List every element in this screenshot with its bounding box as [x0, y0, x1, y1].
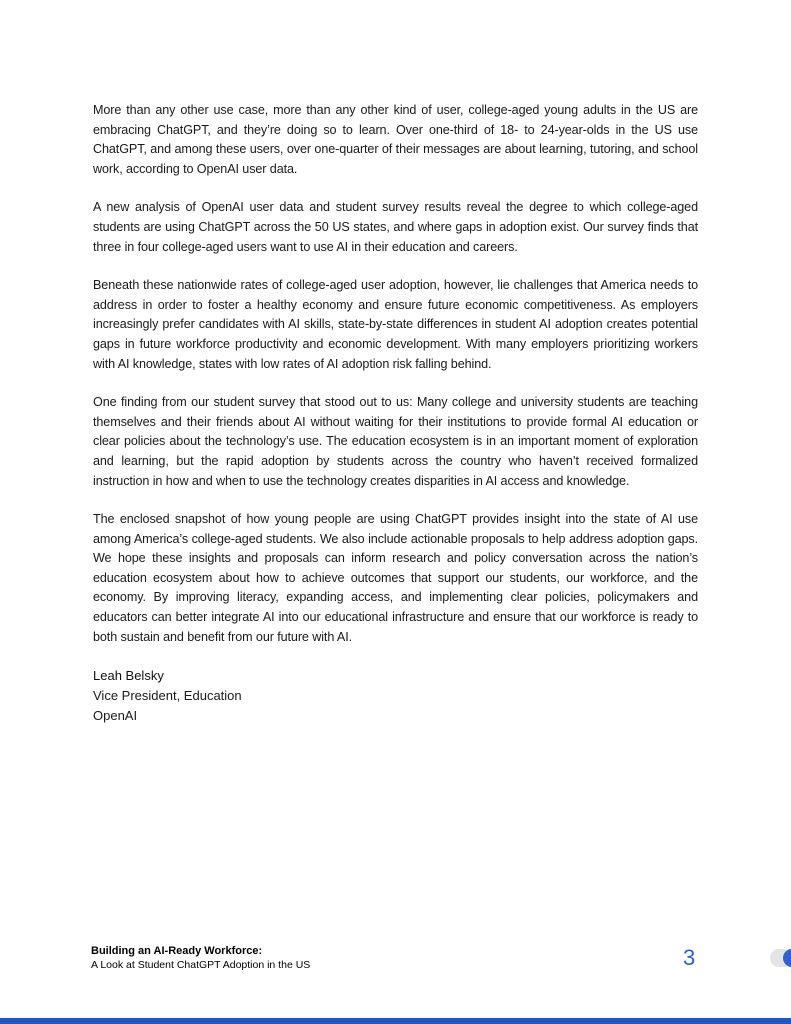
side-toggle-tab[interactable]	[770, 949, 791, 967]
paragraph-5: The enclosed snapshot of how young people are using ChatGPT provides insight into the state of AI use among America’s college-aged students. We also include actionable proposals to help address adoption gaps. We hope these insights and proposals can inform research and policy conversation across the nation’s education ecosystem about how to achieve outcomes that support our students, our workforce, and the economy. By improving literacy, expanding access, and implementing clear policies, policymakers and educators can better integrate AI into our educational infrastructure and ensure that our workforce is ready to both sustain and benefit from our future with AI.	[93, 512, 698, 644]
page-number: 3	[683, 945, 696, 970]
paragraph-1: More than any other use case, more than any other kind of user, college-aged young adults in the US are embracing ChatGPT, and they’re doing so to learn. Over one-third of 18- to 24-year-olds in the US use ChatGPT, and among these users, over one-quarter of their messages are about learning, tutoring, and school work, according to OpenAI user data.	[93, 103, 698, 176]
paragraph-3: Beneath these nationwide rates of college-aged user adoption, however, lie challenges that America needs to address in order to foster a healthy economy and ensure future economic competitiveness. As employers increasingly prefer candidates with AI skills, state-by-state differences in student AI adoption creates potential gaps in future workforce productivity and economic development. With many employers prioritizing workers with AI knowledge, states with low rates of AI adoption risk falling behind.	[93, 278, 698, 371]
footer-subtitle: A Look at Student ChatGPT Adoption in the US	[91, 959, 311, 971]
signature-organization: OpenAI	[93, 708, 138, 724]
footer-title: Building an AI-Ready Workforce:	[91, 945, 263, 957]
paragraph-4: One finding from our student survey that stood out to us: Many college and university students are teaching themselves and their friends about AI without waiting for their institutions to provide formal AI education or clear policies about the technology’s use. The education ecosystem is in an important moment of exploration and learning, but the rapid adoption by students across the country who haven’t received formalized instruction in how and when to use the technology creates disparities in AI access and knowledge.	[93, 395, 698, 488]
paragraph-2: A new analysis of OpenAI user data and student survey results reveal the degree to which college-aged students are using ChatGPT across the 50 US states, and where gaps in adoption exist. Our survey finds that three in four college-aged users want to use AI in their education and careers.	[93, 200, 698, 254]
signature-title: Vice President, Education	[93, 688, 242, 704]
bottom-accent-bar	[0, 1018, 791, 1024]
signature-name: Leah Belsky	[93, 668, 164, 684]
signature-block	[93, 666, 698, 726]
page-footer	[91, 944, 491, 972]
letter-body	[93, 101, 698, 726]
